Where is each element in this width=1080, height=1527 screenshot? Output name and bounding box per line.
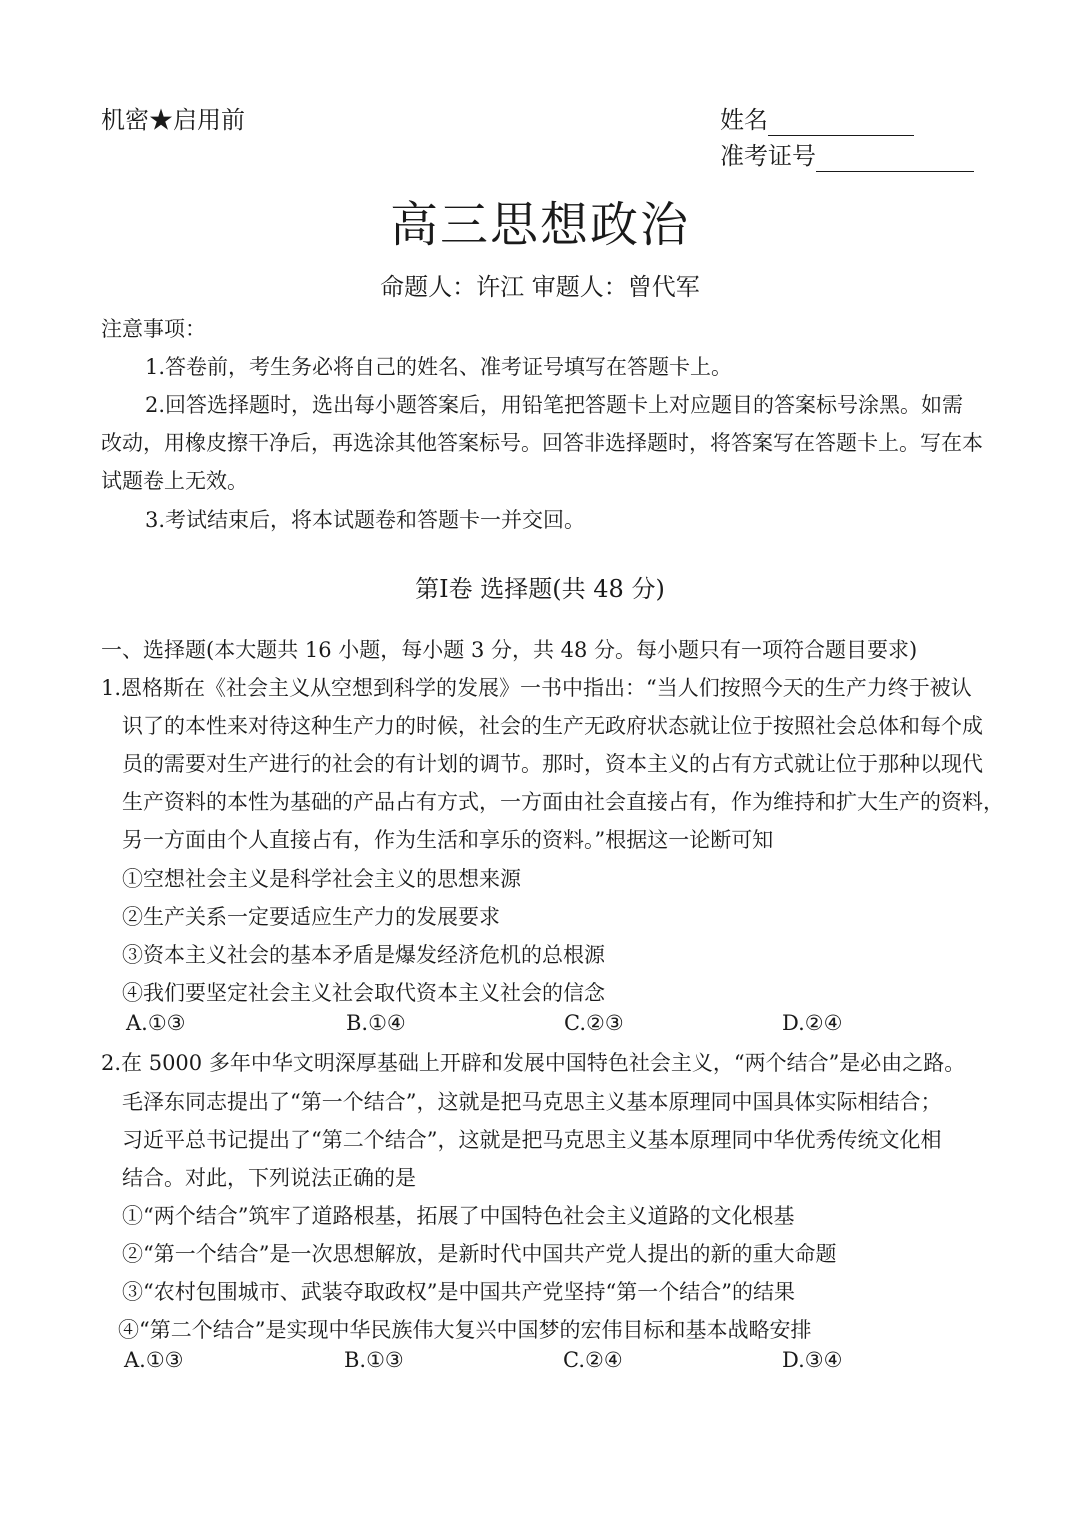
part-heading: 一、选择题(本大题共 16 小题，每小题 3 分，共 48 分。每小题只有一项符合题目要求)	[101, 638, 918, 662]
q2-option-a: A.①③	[124, 1348, 184, 1372]
q1-statement-1: ①空想社会主义是科学社会主义的思想来源	[122, 867, 521, 891]
q2-statement-1: ①“两个结合”筑牢了道路根基，拓展了中国特色社会主义道路的文化根基	[122, 1204, 795, 1228]
q1-option-a: A.①③	[126, 1011, 186, 1035]
q2-statement-2: ②“第一个结合”是一次思想解放，是新时代中国共产党人提出的新的重大命题	[122, 1242, 837, 1266]
q2-option-c: C.②④	[563, 1348, 623, 1372]
name-blank	[768, 109, 914, 136]
authors-line: 命题人：许江 审题人：曾代军	[380, 273, 700, 301]
page-title: 高三思想政治	[389, 197, 690, 253]
confidential-label: 机密★启用前	[101, 106, 245, 134]
q1-line-4: 生产资料的本性为基础的产品占有方式，一方面由社会直接占有，作为维持和扩大生产的资料，	[122, 790, 1004, 814]
section-title: 第Ⅰ卷 选择题(共 48 分)	[415, 575, 665, 603]
notice-item-2-line-3: 试题卷上无效。	[101, 469, 248, 493]
q1-statement-3: ③资本主义社会的基本矛盾是爆发经济危机的总根源	[122, 943, 605, 967]
q1-option-d: D.②④	[782, 1011, 843, 1035]
q2-line-4: 结合。对此，下列说法正确的是	[122, 1166, 416, 1190]
q2-option-b: B.①③	[344, 1348, 404, 1372]
q1-line-2: 识了的本性来对待这种生产力的时候，社会的生产无政府状态就让位于按照社会总体和每个成	[122, 714, 983, 738]
name-field	[720, 104, 914, 136]
q1-line-3: 员的需要对生产进行的社会的有计划的调节。那时，资本主义的占有方式就让位于那种以现代	[122, 752, 983, 776]
q2-line-3: 习近平总书记提出了“第二个结合”，这就是把马克思主义基本原理同中华优秀传统文化相	[122, 1128, 942, 1152]
q2-line-2: 毛泽东同志提出了“第一个结合”，这就是把马克思主义基本原理同中国具体实际相结合；	[122, 1090, 942, 1114]
q2-line-1: 2.在 5000 多年中华文明深厚基础上开辟和发展中国特色社会主义，“两个结合”是必由之路。	[101, 1051, 966, 1075]
q2-option-d: D.③④	[782, 1348, 843, 1372]
notice-heading: 注意事项：	[101, 317, 206, 341]
name-label: 姓名	[720, 106, 768, 134]
q2-statement-3: ③“农村包围城市、武装夺取政权”是中国共产党坚持“第一个结合”的结果	[122, 1280, 795, 1304]
exam-id-blank	[816, 145, 974, 172]
notice-item-2-line-1: 2.回答选择题时，选出每小题答案后，用铅笔把答题卡上对应题目的答案标号涂黑。如需	[145, 393, 964, 417]
notice-item-3: 3.考试结束后，将本试题卷和答题卡一并交回。	[145, 508, 586, 532]
q1-line-1: 1.恩格斯在《社会主义从空想到科学的发展》一书中指出：“当人们按照今天的生产力终于被认	[101, 676, 972, 700]
exam-id-label: 准考证号	[720, 142, 816, 170]
q1-option-b: B.①④	[346, 1011, 406, 1035]
q1-statement-4: ④我们要坚定社会主义社会取代资本主义社会的信念	[122, 981, 605, 1005]
q1-line-5: 另一方面由个人直接占有，作为生活和享乐的资料。”根据这一论断可知	[122, 828, 774, 852]
q1-option-c: C.②③	[564, 1011, 624, 1035]
q2-statement-4: ④“第二个结合”是实现中华民族伟大复兴中国梦的宏伟目标和基本战略安排	[118, 1318, 812, 1342]
exam-id-field	[720, 140, 974, 172]
q1-statement-2: ②生产关系一定要适应生产力的发展要求	[122, 905, 500, 929]
notice-item-2-line-2: 改动，用橡皮擦干净后，再选涂其他答案标号。回答非选择题时，将答案写在答题卡上。写在本	[101, 431, 983, 455]
notice-item-1: 1.答卷前，考生务必将自己的姓名、准考证号填写在答题卡上。	[145, 355, 733, 379]
